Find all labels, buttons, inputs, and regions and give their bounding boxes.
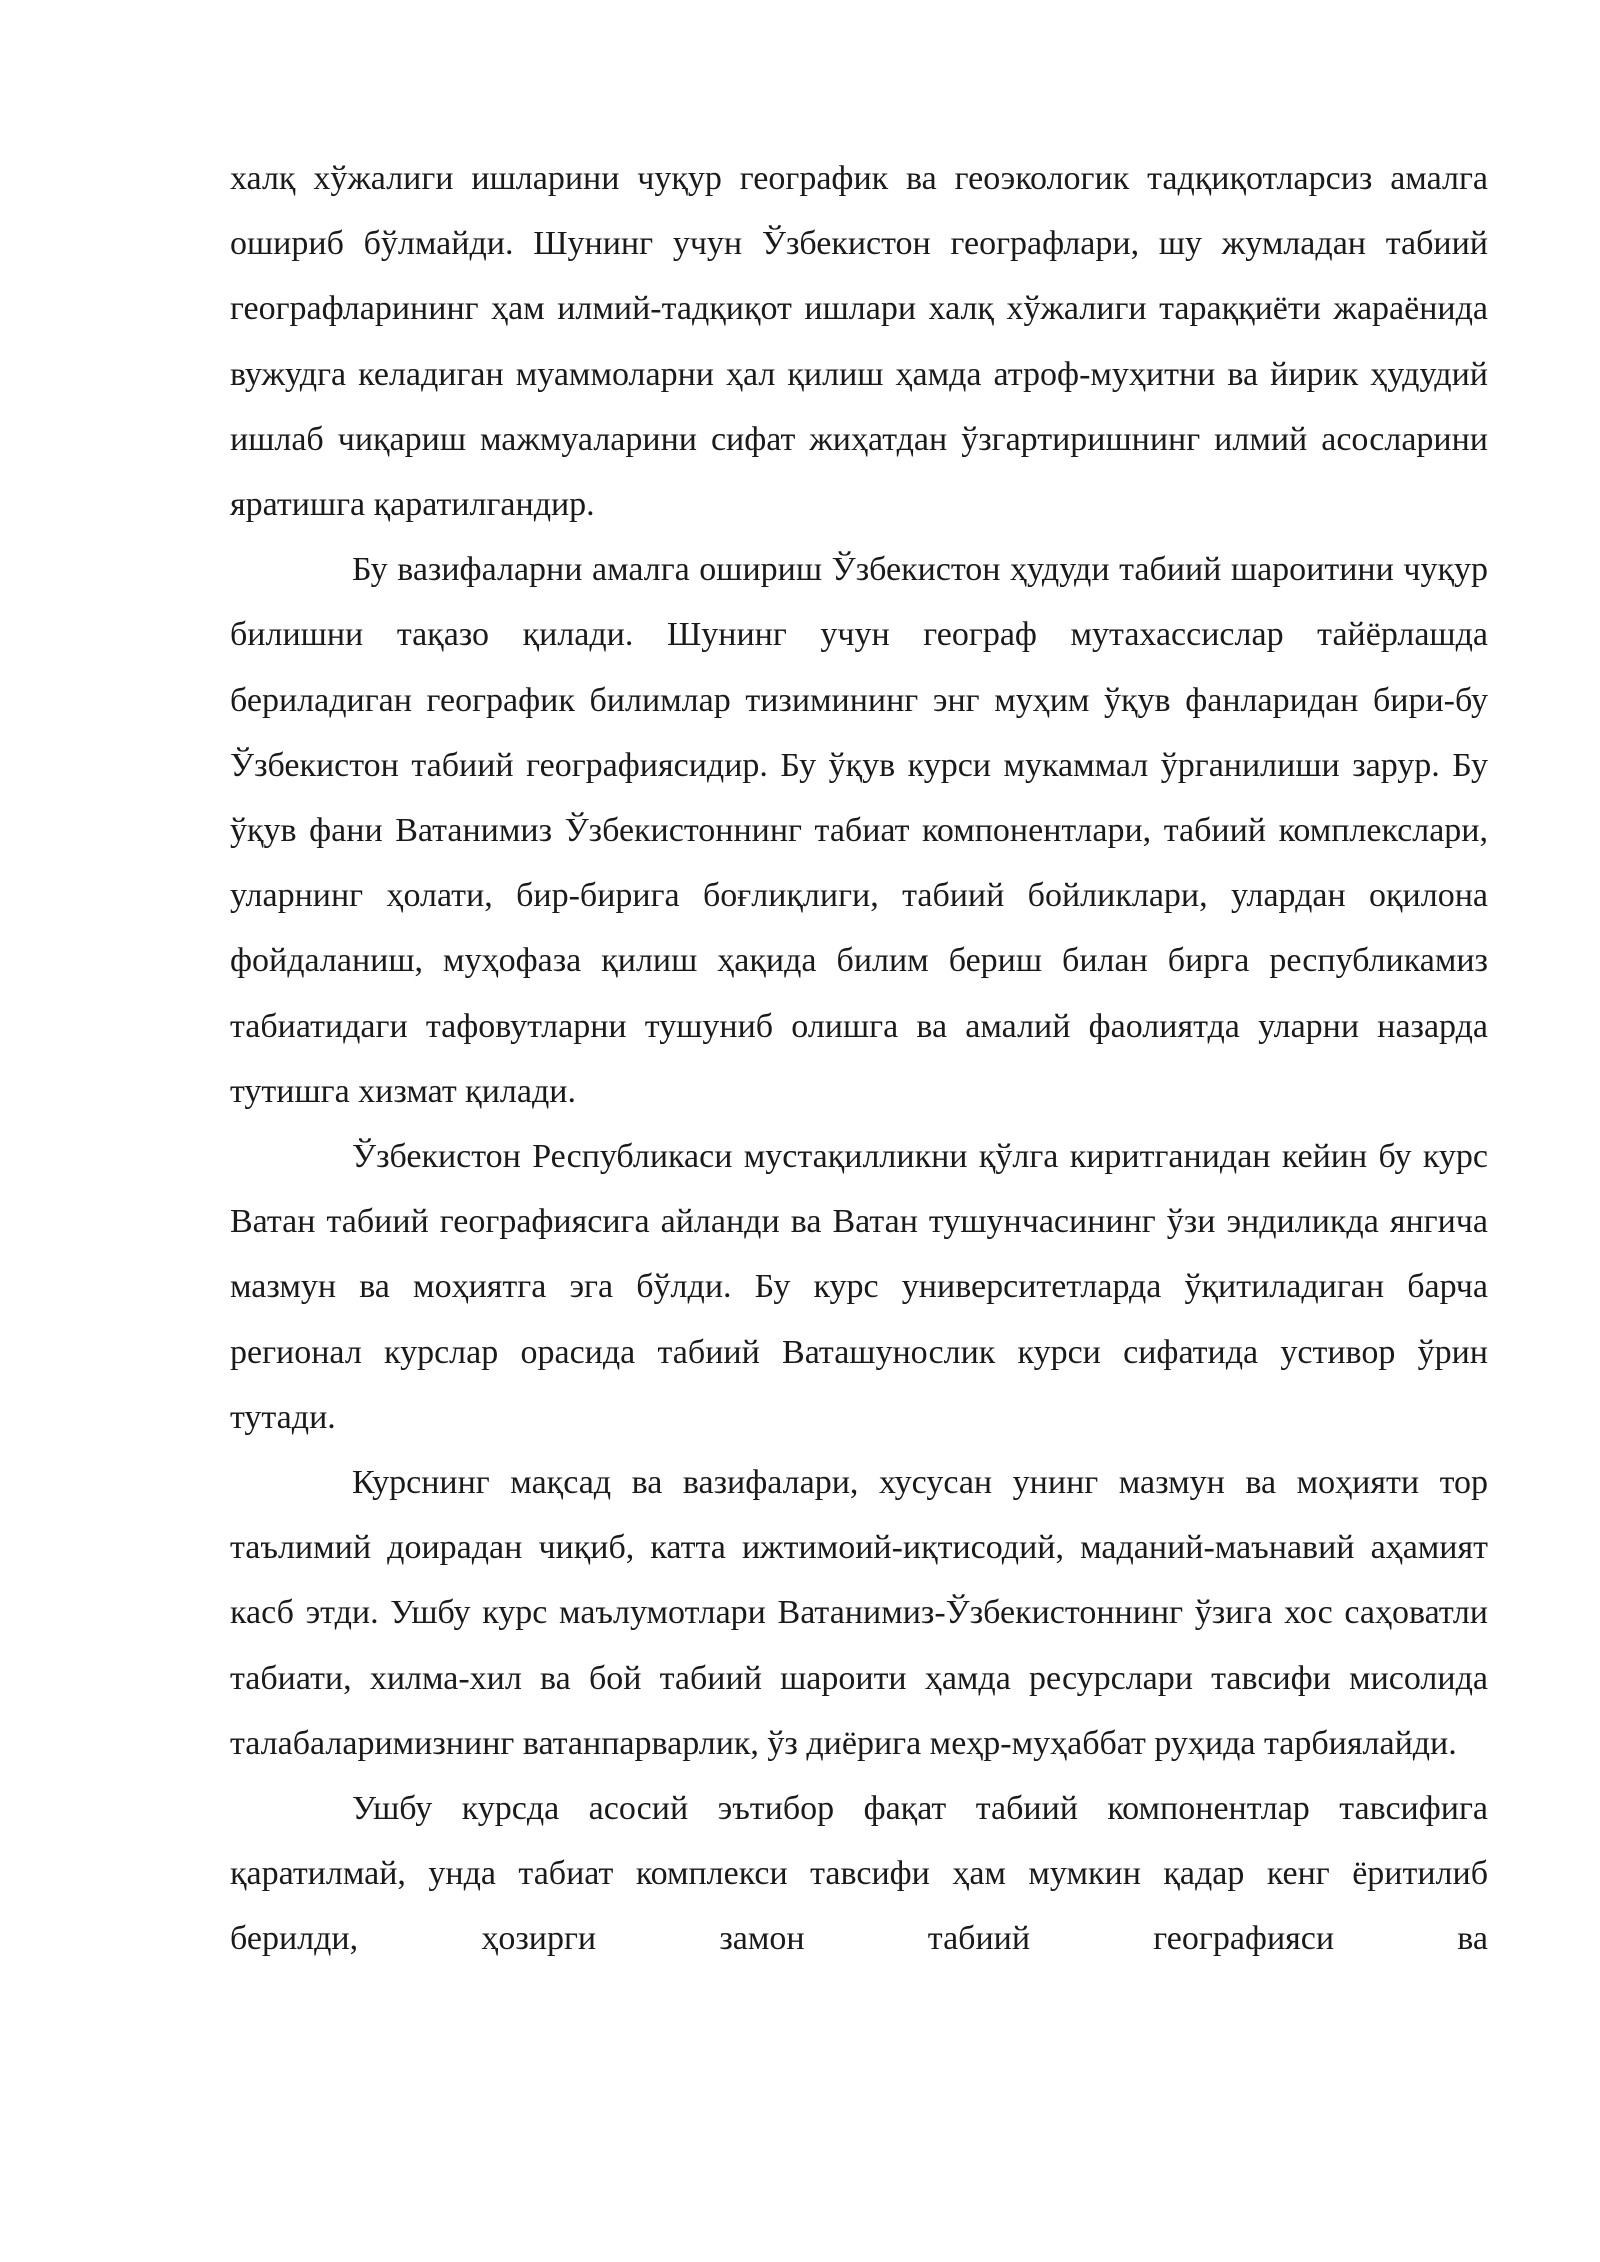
- paragraph-2: Бу вазифаларни амалга ошириш Ўзбекистон ҳудуди табиий шароитини чуқур билишни тақазо қилади. Шунинг учун географ мутахассислар тайёрлашда бериладиган географик билимлар тизимининг энг муҳим ўқув фанларидан бири-бу Ўзбекистон табиий географиясидир. Бу ўқув курси мукаммал ўрганилиши зарур. Бу ўқув фани Ватанимиз Ўзбекистоннинг табиат компонентлари, табиий комплекслари, уларнинг ҳолати, бир-бирига боғлиқлиги, табиий бойликлари, улардан оқилона фойдаланиш, муҳофаза қилиш ҳақида билим бериш билан бирга республикамиз табиатидаги тафовутларни тушуниб олишга ва амалий фаолиятда уларни назарда тутишга хизмат қилади.: [230, 551, 1488, 1110]
- paragraph-1: халқ хўжалиги ишларини чуқур географик ва геоэкологик тадқиқотларсиз амалга ошириб бўлмайди. Шунинг учун Ўзбекистон географлари, шу жумладан табиий географларининг ҳам илмий-тадқиқот ишлари халқ хўжалиги тараққиёти жараёнида вужудга келадиган муаммоларни ҳал қилиш ҳамда атроф-муҳитни ва йирик ҳудудий ишлаб чиқариш мажмуаларини сифат жиҳатдан ўзгартиришнинг илмий асосларини яратишга қаратилгандир.: [230, 160, 1488, 524]
- paragraph-3: Ўзбекистон Республикаси мустақилликни қўлга киритганидан кейин бу курс Ватан табиий географиясига айланди ва Ватан тушунчасининг ўзи эндиликда янгича мазмун ва моҳиятга эга бўлди. Бу курс университетларда ўқитиладиган барча регионал курслар орасида табиий Ваташунослик курси сифатида устивор ўрин тутади.: [230, 1138, 1488, 1436]
- paragraph-4: Курснинг мақсад ва вазифалари, хусусан унинг мазмун ва моҳияти тор таълимий доирадан чиқиб, катта ижтимоий-иқтисодий, маданий-маънавий аҳамият касб этди. Ушбу курс маълумотлари Ватанимиз-Ўзбекистоннинг ўзига хос саҳоватли табиати, хилма-хил ва бой табиий шароити ҳамда ресурслари тавсифи мисолида талабаларимизнинг ватанпарварлик, ўз диёрига меҳр-муҳаббат руҳида тарбиялайди.: [230, 1464, 1488, 1762]
- paragraph-5: Ушбу курсда асосий эътибор фақат табиий компонентлар тавсифига қаратилмай, унда табиат комплекси тавсифи ҳам мумкин қадар кенг ёритилиб берилди, ҳозирги замон табиий географияси ва: [230, 1790, 1488, 1958]
- document-body: [230, 146, 1488, 1972]
